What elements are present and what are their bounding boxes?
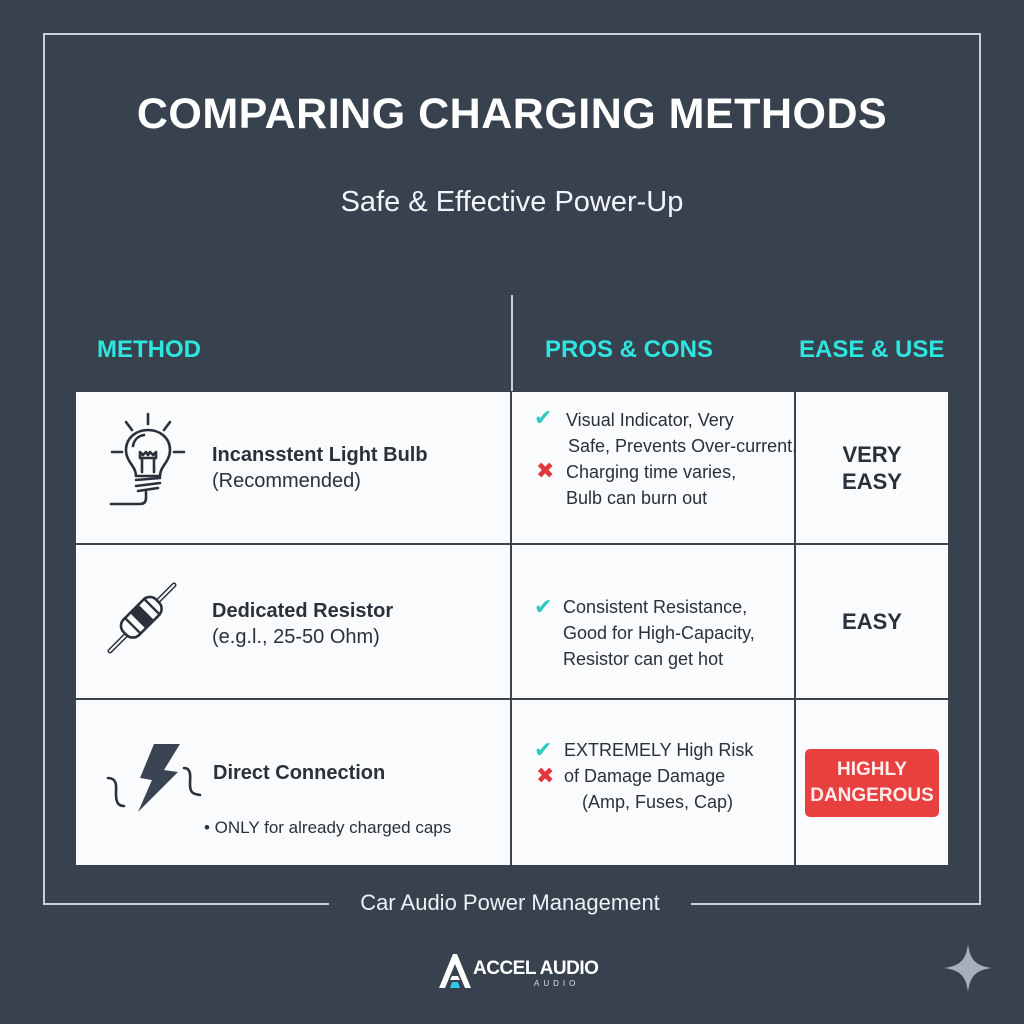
table-row-resistor: [76, 545, 948, 700]
pros-cons-line: Resistor can get hot: [563, 649, 724, 669]
logo-subtext: AUDIO: [534, 979, 580, 988]
table-row-direct-connection: [76, 700, 948, 865]
ease-rating-line: VERY: [842, 441, 902, 467]
method-name: Incansstent Light Bulb: [212, 444, 428, 466]
pros-cons-line: (Amp, Fuses, Cap): [582, 792, 734, 812]
logo-a-icon: [437, 952, 473, 990]
comparison-table: [76, 392, 948, 865]
column-header-pros-cons: PROS & CONS: [545, 336, 714, 363]
method-name: Direct Connection: [213, 762, 386, 784]
method-cell: [76, 700, 512, 865]
column-header-method: METHOD: [97, 336, 201, 363]
x-icon: ✖: [536, 458, 555, 483]
method-detail: (Recommended): [212, 470, 361, 492]
column-header-ease-use: EASE & USE: [799, 336, 945, 363]
pros-cons-cell: [512, 545, 796, 698]
pros-cons-cell: [512, 700, 796, 865]
ease-cell: [796, 700, 948, 865]
logo-wordmark: ACCEL AUDIO: [473, 958, 599, 979]
pros-cons-line: Charging time varies,: [566, 462, 737, 482]
check-icon: ✔: [534, 405, 553, 430]
method-detail: • ONLY for already charged caps: [204, 818, 452, 837]
footer-caption: Car Audio Power Management: [360, 890, 660, 915]
pros-cons-line: Safe, Prevents Over-current.: [568, 436, 798, 456]
check-icon: ✔: [534, 594, 553, 619]
pros-cons-line: EXTREMELY High Risk: [564, 740, 754, 760]
x-icon: ✖: [536, 763, 555, 788]
ease-rating-line: EASY: [842, 468, 902, 494]
pros-cons-line: Good for High-Capacity,: [563, 623, 755, 643]
brand-logo: [437, 952, 597, 992]
method-cell: [76, 392, 512, 543]
method-detail: (e.g.l., 25-50 Ohm): [212, 626, 380, 648]
danger-badge: [805, 749, 939, 817]
method-name: Dedicated Resistor: [212, 600, 394, 622]
header-divider: [511, 295, 513, 391]
danger-badge-line: DANGEROUS: [810, 784, 934, 806]
danger-badge-line: HIGHLY: [836, 758, 908, 780]
ease-rating: [842, 608, 902, 635]
ease-cell: [796, 545, 948, 698]
lightning-bolt-icon: [104, 740, 204, 830]
check-icon: ✔: [534, 737, 553, 762]
light-bulb-icon: [106, 410, 190, 512]
page-title: COMPARING CHARGING METHODS: [136, 90, 888, 138]
method-cell: [76, 545, 512, 698]
ease-rating-line: EASY: [842, 609, 902, 634]
table-row-light-bulb: [76, 392, 948, 545]
pros-cons-line: Bulb can burn out: [566, 488, 708, 508]
frame-bottom-line-right: [691, 903, 981, 905]
pros-cons-line: of Damage Damage: [564, 766, 726, 786]
sparkle-icon: [942, 942, 994, 994]
page-subtitle: Safe & Effective Power-Up: [340, 186, 684, 218]
ease-rating: [842, 441, 902, 495]
resistor-icon: [106, 581, 178, 657]
frame-bottom-line-left: [43, 903, 329, 905]
pros-cons-cell: [512, 392, 796, 543]
pros-cons-line: Consistent Resistance,: [563, 597, 748, 617]
pros-cons-line: Visual Indicator, Very: [566, 410, 734, 430]
ease-cell: [796, 392, 948, 543]
